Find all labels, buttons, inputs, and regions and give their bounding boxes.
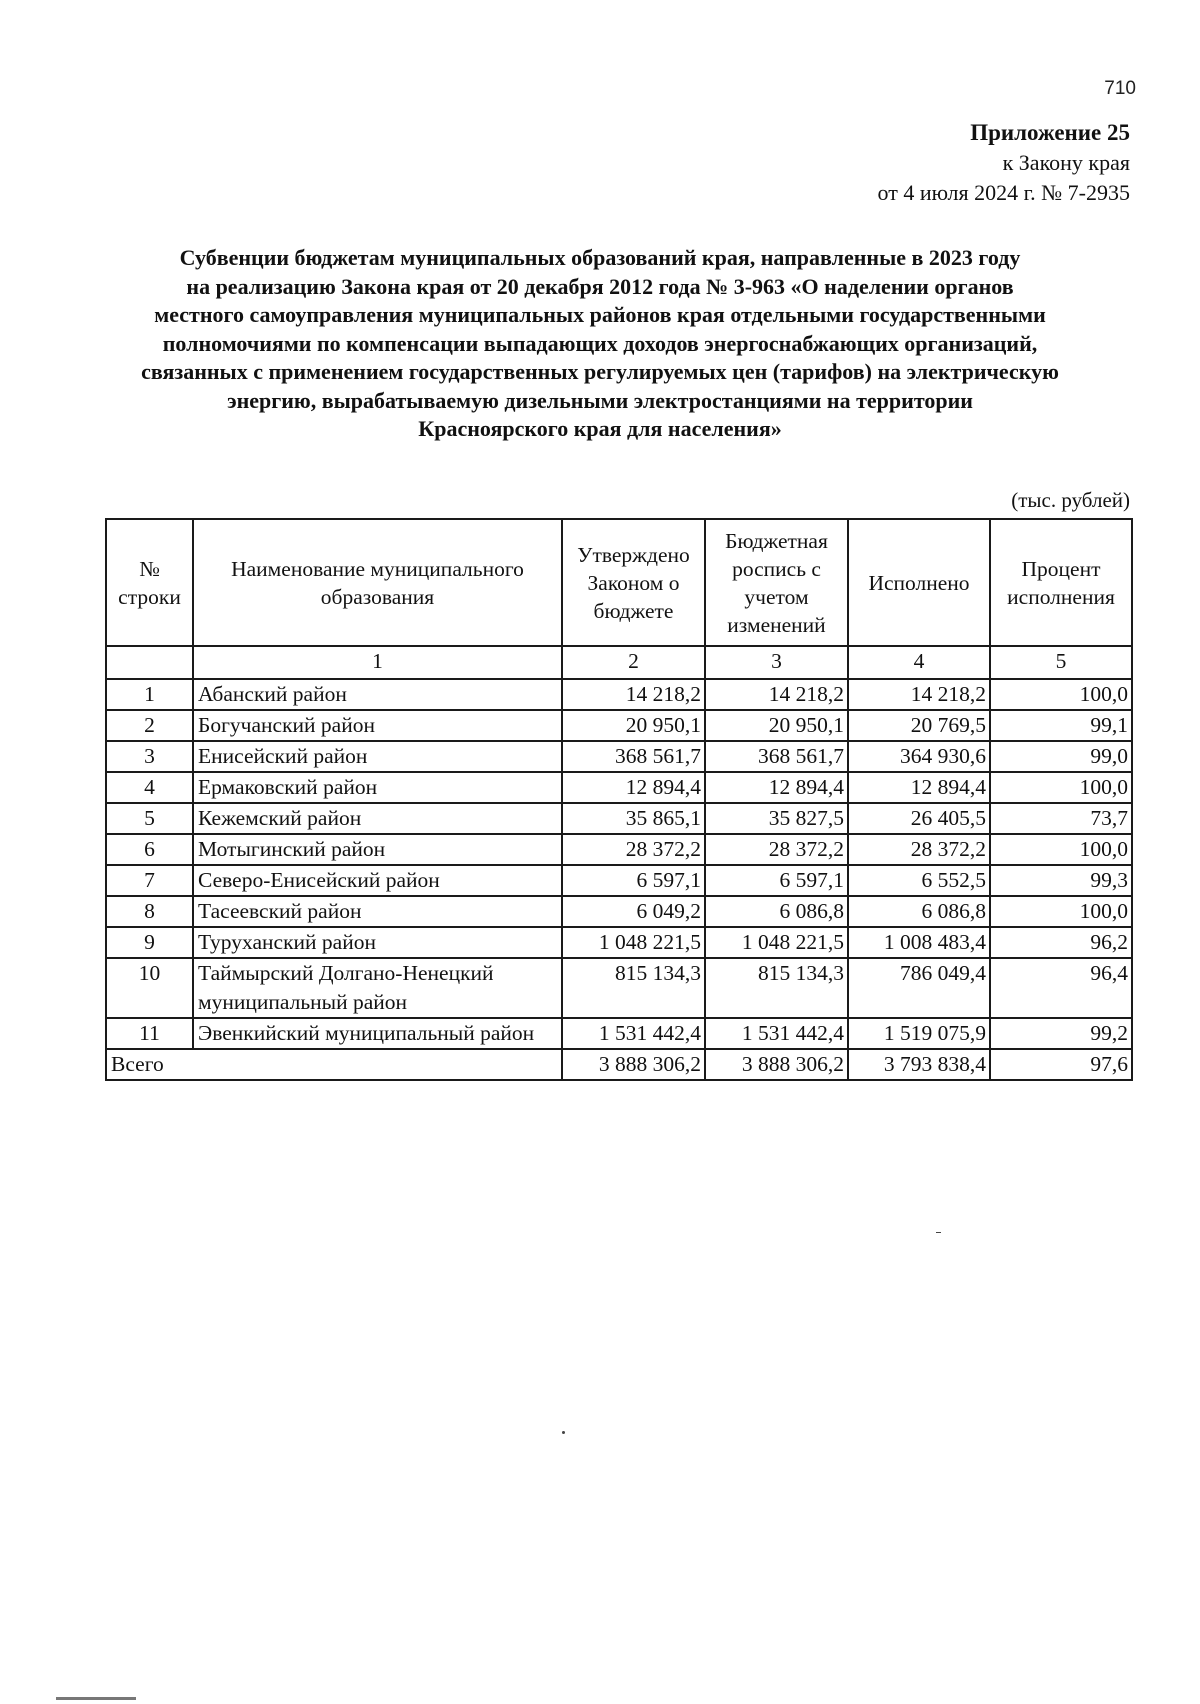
row-number: 11 — [106, 1018, 193, 1049]
percent-value: 100,0 — [990, 679, 1132, 710]
municipality-name: Таймырский Долгано-Ненецкий муниципальный район — [193, 958, 562, 1018]
subventions-table — [105, 518, 1133, 1081]
approved-value: 1 531 442,4 — [562, 1018, 705, 1049]
table-row — [106, 679, 1132, 710]
approved-value: 6 049,2 — [562, 896, 705, 927]
executed-value: 6 552,5 — [848, 865, 990, 896]
row-number: 9 — [106, 927, 193, 958]
column-number: 3 — [705, 646, 848, 679]
percent-value: 99,0 — [990, 741, 1132, 772]
table-row — [106, 1018, 1132, 1049]
header-municipality-name: Наименование муниципального образования — [193, 519, 562, 646]
percent-value: 100,0 — [990, 834, 1132, 865]
title-line: энергию, вырабатываемую дизельными электростанциями на территории — [227, 387, 973, 413]
executed-value: 1 519 075,9 — [848, 1018, 990, 1049]
percent-value: 99,1 — [990, 710, 1132, 741]
title-line: местного самоуправления муниципальных районов края отдельными государственными — [154, 302, 1046, 327]
budget-value: 20 950,1 — [705, 710, 848, 741]
budget-value: 6 597,1 — [705, 865, 848, 896]
percent-value: 73,7 — [990, 803, 1132, 834]
table-row — [106, 710, 1132, 741]
row-number: 1 — [106, 679, 193, 710]
total-percent: 97,6 — [990, 1049, 1132, 1080]
title-line: полномочиями по компенсации выпадающих доходов энергоснабжающих организаций, — [162, 330, 1038, 356]
executed-value: 14 218,2 — [848, 679, 990, 710]
title-line: связанных с применением государственных регулируемых цен (тарифов) на электрическую — [141, 359, 1059, 384]
budget-value: 12 894,4 — [705, 772, 848, 803]
scan-speck — [936, 1232, 941, 1233]
approved-value: 35 865,1 — [562, 803, 705, 834]
percent-value: 99,2 — [990, 1018, 1132, 1049]
header-executed: Исполнено — [848, 519, 990, 646]
title-line: на реализацию Закона края от 20 декабря 2012 года № 3-963 «О наделении органов — [186, 273, 1014, 299]
scan-edge-mark — [56, 1697, 136, 1700]
appendix-law-date: от 4 июля 2024 г. № 7-2935 — [877, 180, 1130, 205]
table-row — [106, 772, 1132, 803]
percent-value: 100,0 — [990, 772, 1132, 803]
budget-value: 35 827,5 — [705, 803, 848, 834]
percent-value: 99,3 — [990, 865, 1132, 896]
budget-value: 1 531 442,4 — [705, 1018, 848, 1049]
table-row — [106, 865, 1132, 896]
scan-speck — [562, 1431, 565, 1434]
table-row — [106, 927, 1132, 958]
approved-value: 20 950,1 — [562, 710, 705, 741]
unit-note: (тыс. рублей) — [1011, 488, 1130, 512]
budget-value: 28 372,2 — [705, 834, 848, 865]
table-row — [106, 958, 1132, 1018]
header-budget-schedule: Бюджетная роспись с учетом изменений — [705, 519, 848, 646]
municipality-name: Кежемский район — [193, 803, 562, 834]
total-budget: 3 888 306,2 — [705, 1049, 848, 1080]
budget-value: 14 218,2 — [705, 679, 848, 710]
executed-value: 12 894,4 — [848, 772, 990, 803]
approved-value: 6 597,1 — [562, 865, 705, 896]
municipality-name: Туруханский район — [193, 927, 562, 958]
row-number: 8 — [106, 896, 193, 927]
column-number: 2 — [562, 646, 705, 679]
document-title — [80, 244, 1120, 444]
row-number: 4 — [106, 772, 193, 803]
total-label: Всего — [106, 1049, 562, 1080]
executed-value: 786 049,4 — [848, 958, 990, 1018]
municipality-name: Ермаковский район — [193, 772, 562, 803]
row-number: 6 — [106, 834, 193, 865]
approved-value: 368 561,7 — [562, 741, 705, 772]
municipality-name: Северо-Енисейский район — [193, 865, 562, 896]
table-row — [106, 896, 1132, 927]
budget-value: 368 561,7 — [705, 741, 848, 772]
row-number: 10 — [106, 958, 193, 1018]
page-number: 710 — [1104, 78, 1136, 99]
municipality-name: Мотыгинский район — [193, 834, 562, 865]
row-number: 7 — [106, 865, 193, 896]
budget-value: 6 086,8 — [705, 896, 848, 927]
municipality-name: Абанский район — [193, 679, 562, 710]
appendix-title: Приложение 25 — [970, 120, 1130, 145]
header-approved: Утверждено Законом о бюджете — [562, 519, 705, 646]
row-number: 5 — [106, 803, 193, 834]
row-number: 2 — [106, 710, 193, 741]
percent-value: 96,4 — [990, 958, 1132, 1018]
row-number: 3 — [106, 741, 193, 772]
total-executed: 3 793 838,4 — [848, 1049, 990, 1080]
percent-value: 100,0 — [990, 896, 1132, 927]
approved-value: 1 048 221,5 — [562, 927, 705, 958]
executed-value: 364 930,6 — [848, 741, 990, 772]
executed-value: 28 372,2 — [848, 834, 990, 865]
executed-value: 1 008 483,4 — [848, 927, 990, 958]
municipality-name: Енисейский район — [193, 741, 562, 772]
executed-value: 26 405,5 — [848, 803, 990, 834]
table-row — [106, 741, 1132, 772]
approved-value: 28 372,2 — [562, 834, 705, 865]
executed-value: 6 086,8 — [848, 896, 990, 927]
title-line: Красноярского края для населения» — [418, 416, 782, 441]
appendix-law-reference: к Закону края — [1002, 150, 1130, 175]
budget-value: 1 048 221,5 — [705, 927, 848, 958]
total-row — [106, 1049, 1132, 1080]
header-row — [106, 519, 1132, 646]
total-approved: 3 888 306,2 — [562, 1049, 705, 1080]
title-line: Субвенции бюджетам муниципальных образований края, направленные в 2023 году — [179, 245, 1021, 270]
percent-value: 96,2 — [990, 927, 1132, 958]
column-number: 5 — [990, 646, 1132, 679]
header-percent: Процент исполнения — [990, 519, 1132, 646]
municipality-name: Тасеевский район — [193, 896, 562, 927]
executed-value: 20 769,5 — [848, 710, 990, 741]
approved-value: 12 894,4 — [562, 772, 705, 803]
appendix-block — [878, 118, 1130, 208]
column-number-row — [106, 646, 1132, 679]
table-row — [106, 834, 1132, 865]
municipality-name: Богучанский район — [193, 710, 562, 741]
table-row — [106, 803, 1132, 834]
column-number: 4 — [848, 646, 990, 679]
approved-value: 14 218,2 — [562, 679, 705, 710]
column-number — [106, 646, 193, 679]
header-row-number: № строки — [106, 519, 193, 646]
column-number: 1 — [193, 646, 562, 679]
approved-value: 815 134,3 — [562, 958, 705, 1018]
budget-value: 815 134,3 — [705, 958, 848, 1018]
municipality-name: Эвенкийский муниципальный район — [193, 1018, 562, 1049]
